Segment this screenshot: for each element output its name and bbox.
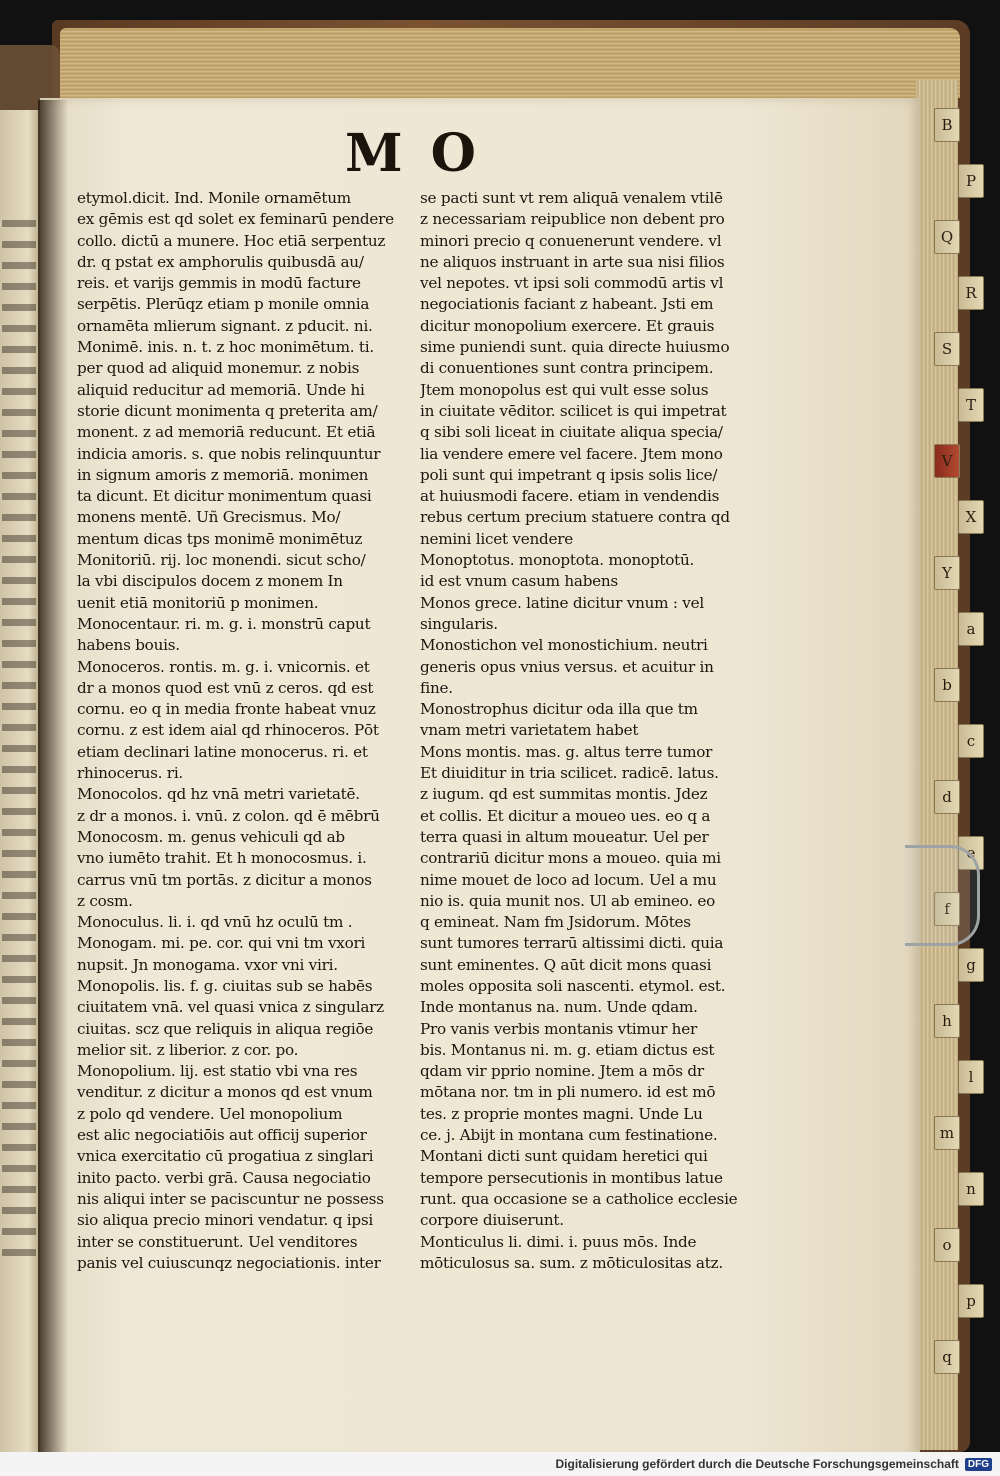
text-line: minori precio q conuenerunt vendere. vl: [420, 231, 722, 250]
text-line: rhinocerus. ri.: [77, 764, 184, 783]
index-tab[interactable]: e: [958, 836, 984, 870]
text-line: cornu. eo q in media fronte habeat vnuz: [77, 700, 376, 719]
index-tab[interactable]: o: [934, 1228, 960, 1262]
text-line: Mons montis. mas. g. altus terre tumor: [420, 742, 713, 761]
text-line: at huiusmodi facere. etiam in vendendis: [420, 487, 720, 506]
index-tab[interactable]: X: [958, 500, 984, 534]
dfg-logo: DFG: [965, 1458, 992, 1471]
index-tab[interactable]: Q: [934, 220, 960, 254]
text-line: z necessariam reipublice non debent pro: [420, 210, 725, 229]
text-line: nemini licet vendere: [420, 529, 573, 548]
text-line: carrus vnū tm portās. z dicitur a monos: [77, 870, 372, 889]
text-line: dr a monos quod est vnū z ceros. qd est: [77, 678, 374, 697]
text-line: et collis. Et dicitur a moueo ues. eo q a: [420, 806, 711, 825]
text-line: sunt eminentes. Q aūt dicit mons quasi: [420, 955, 712, 974]
text-line: melior sit. z liberior. z cor. po.: [77, 1040, 299, 1059]
text-line: tempore persecutionis in montibus latue: [420, 1168, 723, 1187]
text-line: Monostrophus dicitur oda illa que tm: [420, 700, 698, 719]
text-line: mōticulosus sa. sum. z mōticulositas atz.: [420, 1253, 723, 1272]
text-line: mentum dicas tps monimē monimētuz: [77, 529, 363, 548]
text-line: dicitur monopolium exercere. Et grauis: [420, 316, 715, 335]
text-line: Monos grece. latine dicitur vnum : vel: [420, 593, 704, 612]
text-line: serpētis. Plerūqz etiam p monile omnia: [77, 295, 370, 314]
text-line: Monocentaur. ri. m. g. i. monstrū caput: [77, 614, 371, 633]
text-line: Montani dicti sunt quidam heretici qui: [420, 1147, 708, 1166]
text-line: etymol.dicit. Ind. Monile ornamētum: [77, 189, 351, 207]
text-line: in ciuitate vēditor. scilicet is qui impetrat: [420, 401, 727, 420]
index-tab[interactable]: h: [934, 1004, 960, 1038]
text-line: sio aliqua precio minori vendatur. q ipsi: [77, 1211, 373, 1230]
text-line: uenit etiā monitoriū p monimen.: [77, 593, 319, 612]
index-tab[interactable]: P: [958, 164, 984, 198]
index-tab[interactable]: B: [934, 108, 960, 142]
text-line: Monimē. inis. n. t. z hoc monimētum. ti.: [77, 338, 374, 357]
page-clip: [905, 845, 980, 946]
text-line: Monocolos. qd hz vnā metri varietatē.: [77, 785, 360, 804]
text-line: ne aliquos instruant in arte sua nisi filios: [420, 252, 725, 271]
text-line: nio is. quia munit nos. Ul ab emineo. eo: [420, 891, 716, 910]
facing-page-edge: [0, 110, 40, 1460]
text-line: per quod ad aliquid monemur. z nobis: [77, 359, 360, 378]
text-line: panis vel cuiuscunqz negociationis. inter: [77, 1253, 381, 1272]
text-line: la vbi discipulos docem z monem In: [77, 572, 343, 591]
text-line: etiam declinari latine monocerus. ri. et: [77, 742, 368, 761]
text-line: indicia amoris. s. que nobis relinquuntur: [77, 444, 381, 463]
text-line: inito pacto. verbi grā. Causa negociatio: [77, 1168, 371, 1187]
text-line: contrariū dicitur mons a moueo. quia mi: [420, 849, 721, 868]
text-line: Jtem monopolus est qui vult esse solus: [420, 380, 709, 399]
text-line: collo. dictū a munere. Hoc etiā serpentuz: [77, 231, 386, 250]
funding-notice: Digitalisierung gefördert durch die Deutsche Forschungsgemeinschaft: [555, 1457, 959, 1471]
text-line: nupsit. Jn monogama. vxor vni viri.: [77, 955, 338, 974]
text-line: rebus certum precium statuere contra qd: [420, 508, 730, 527]
text-column-right: [420, 188, 780, 1274]
index-tab[interactable]: a: [958, 612, 984, 646]
index-tab[interactable]: Y: [934, 556, 960, 590]
text-line: Monopolium. lij. est statio vbi vna res: [77, 1062, 358, 1081]
text-line: Monogam. mi. pe. cor. qui vni tm vxori: [77, 934, 366, 953]
spine-shadow: [38, 100, 68, 1460]
footer-bar: [0, 1452, 1000, 1476]
text-line: id est vnum casum habens: [420, 572, 618, 591]
text-line: vnica exercitatio cū progatiua z singlari: [77, 1147, 374, 1166]
text-line: Monocosm. m. genus vehiculi qd ab: [77, 827, 345, 846]
index-tab[interactable]: m: [934, 1116, 960, 1150]
text-line: vnam metri varietatem habet: [420, 721, 639, 740]
text-line: ciuitatem vnā. vel quasi vnica z singularz: [77, 998, 384, 1017]
text-line: moles opposita soli nascenti. etymol. est.: [420, 976, 726, 995]
text-line: dr. q pstat ex amphorulis quibusdā au/: [77, 252, 364, 271]
text-line: Inde montanus na. num. Unde qdam.: [420, 998, 698, 1017]
text-line: mōtana nor. tm in pli numero. id est mō: [420, 1083, 716, 1102]
text-line: Monoptotus. monoptota. monoptotū.: [420, 551, 695, 570]
text-line: habens bouis.: [77, 636, 180, 655]
index-tab[interactable]: c: [958, 724, 984, 758]
text-line: Pro vanis verbis montanis vtimur her: [420, 1019, 697, 1038]
text-line: reis. et varijs gemmis in modū facture: [77, 274, 361, 293]
text-line: Monoceros. rontis. m. g. i. vnicornis. et: [77, 657, 370, 676]
index-tab[interactable]: n: [958, 1172, 984, 1206]
text-line: z polo qd vendere. Uel monopolium: [77, 1104, 343, 1123]
text-line: nime mouet de loco ad locum. Uel a mu: [420, 870, 717, 889]
text-line: inter se constituerunt. Uel venditores: [77, 1232, 358, 1251]
text-line: poli sunt qui impetrant q ipsis solis lice/: [420, 465, 718, 484]
text-line: generis opus vnius versus. et acuitur in: [420, 657, 714, 676]
index-tab[interactable]: p: [958, 1284, 984, 1318]
text-line: sunt tumores terrarū altissimi dicti. quia: [420, 934, 724, 953]
text-line: vel nepotes. vt ipsi soli commodū artis vl: [420, 274, 724, 293]
text-line: Monostichon vel monostichium. neutri: [420, 636, 708, 655]
text-line: qdam vir pprio nomine. Jtem a mōs dr: [420, 1062, 704, 1081]
index-tab[interactable]: R: [958, 276, 984, 310]
index-tab[interactable]: q: [934, 1340, 960, 1374]
text-line: ce. j. Abijt in montana cum festinatione.: [420, 1126, 718, 1145]
text-line: sime puniendi sunt. quia directe huiusmo: [420, 338, 730, 357]
text-line: Et diuiditur in tria scilicet. radicē. latus.: [420, 764, 719, 783]
text-line: q emineat. Nam fm Jsidorum. Mōtes: [420, 913, 691, 932]
page-block-top-edge: [60, 28, 960, 98]
text-line: ex gēmis est qd solet ex feminarū pendere: [77, 210, 394, 229]
text-line: se pacti sunt vt rem aliquā venalem vtilē: [420, 189, 723, 207]
text-line: in signum amoris z memoriā. monimen: [77, 465, 369, 484]
text-line: corpore diuiserunt.: [420, 1211, 564, 1230]
index-tab[interactable]: V: [934, 444, 960, 478]
text-line: vno iumēto trahit. Et h monocosmus. i.: [77, 849, 367, 868]
text-line: lia vendere emere vel facere. Jtem mono: [420, 444, 723, 463]
header-initial-o: O: [430, 123, 474, 184]
text-line: storie dicunt monimenta q preterita am/: [77, 401, 378, 420]
page-header-initials: [345, 123, 505, 184]
text-line: Monoculus. li. i. qd vnū hz oculū tm .: [77, 913, 353, 932]
text-line: singularis.: [420, 614, 498, 633]
index-tab[interactable]: f: [934, 892, 960, 926]
text-line: q sibi soli liceat in ciuitate aliqua specia/: [420, 423, 723, 442]
index-tab[interactable]: S: [934, 332, 960, 366]
facing-page-text-bleed: [2, 220, 36, 1270]
text-line: monent. z ad memoriā reducunt. Et etiā: [77, 423, 376, 442]
index-tab[interactable]: l: [958, 1060, 984, 1094]
text-line: bis. Montanus ni. m. g. etiam dictus est: [420, 1040, 715, 1059]
index-tab[interactable]: b: [934, 668, 960, 702]
text-line: ornamēta mlierum signant. z pducit. ni.: [77, 316, 373, 335]
text-line: nis aliqui inter se paciscuntur ne possess: [77, 1189, 384, 1208]
text-line: runt. qua occasione se a catholice ecclesie: [420, 1189, 738, 1208]
text-line: Monitoriū. rij. loc monendi. sicut scho/: [77, 551, 366, 570]
text-line: fine.: [420, 678, 453, 697]
text-line: monens mentē. Uñ Grecismus. Mo/: [77, 508, 341, 527]
text-column-left: [77, 188, 432, 1274]
text-line: z dr a monos. i. vnū. z colon. qd ē mēbrū: [77, 806, 380, 825]
text-line: z cosm.: [77, 891, 133, 910]
header-initial-m: M: [345, 123, 401, 184]
index-tab[interactable]: T: [958, 388, 984, 422]
text-line: est alic negociatiōis aut officij superior: [77, 1126, 367, 1145]
text-line: z iugum. qd est summitas montis. Jdez: [420, 785, 708, 804]
text-line: ciuitas. scz que reliquis in aliqua regiōe: [77, 1019, 374, 1038]
text-line: tes. z proprie montes magni. Unde Lu: [420, 1104, 703, 1123]
index-tab[interactable]: g: [958, 948, 984, 982]
index-tab[interactable]: d: [934, 780, 960, 814]
text-line: di conuentiones sunt contra principem.: [420, 359, 714, 378]
text-line: terra quasi in altum moueatur. Uel per: [420, 827, 709, 846]
text-line: negociationis faciant z habeant. Jsti em: [420, 295, 714, 314]
text-line: aliquid reducitur ad memoriā. Unde hi: [77, 380, 365, 399]
text-line: venditur. z dicitur a monos qd est vnum: [77, 1083, 373, 1102]
text-line: ta dicunt. Et dicitur monimentum quasi: [77, 487, 372, 506]
text-line: Monopolis. lis. f. g. ciuitas sub se habēs: [77, 976, 373, 995]
text-line: Monticulus li. dimi. i. puus mōs. Inde: [420, 1232, 697, 1251]
text-line: cornu. z est idem aial qd rhinoceros. Pōt: [77, 721, 379, 740]
